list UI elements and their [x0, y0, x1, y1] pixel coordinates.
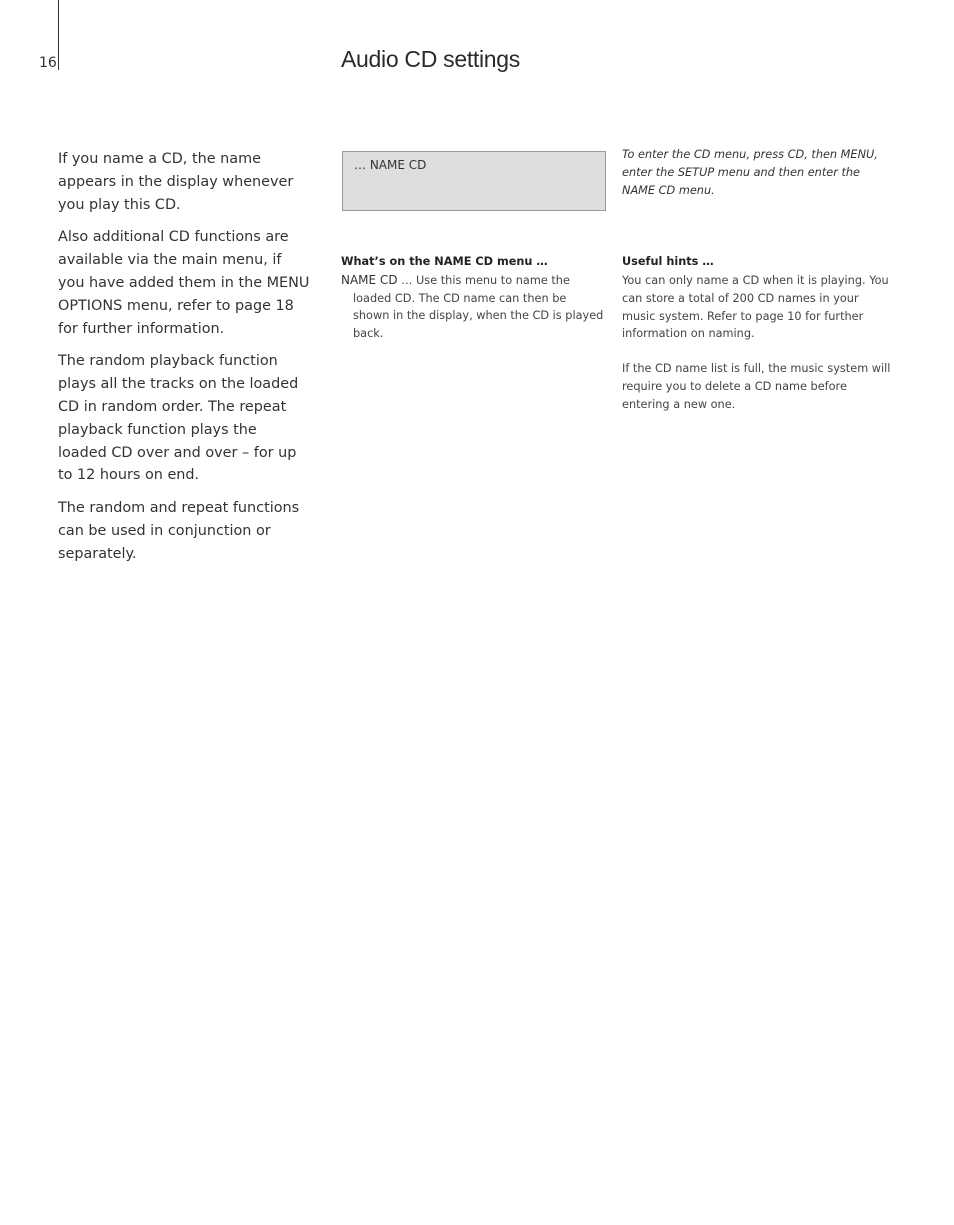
main-paragraph: The random playback function plays all the tracks on the loaded CD in random order. The repeat playback function plays the loaded CD over and over – for up to 12 hours on end.: [58, 353, 299, 484]
hints-heading: Useful hints …: [622, 255, 714, 268]
hint-paragraph: If the CD name list is full, the music system will require you to delete a CD name before entering a new one.: [622, 362, 891, 411]
hint-paragraph: You can only name a CD when it is playing. You can store a total of 200 CD names in your music system. Refer to page 10 for further information on naming.: [622, 274, 889, 341]
side-note: To enter the CD menu, press CD, then MENU, enter the SETUP menu and then enter the NAME CD menu.: [622, 148, 878, 197]
main-paragraph: If you name a CD, the name appears in the display whenever you play this CD.: [58, 151, 294, 213]
menu-entry: [341, 272, 606, 342]
page-number: 16: [39, 55, 57, 71]
menu-entry-text: … Use this menu to name the loaded CD. The CD name can then be shown in the display, when the CD is played back.: [353, 274, 604, 340]
main-paragraph: Also additional CD functions are available via the main menu, if you have added them in the MENU OPTIONS menu, refer to page 18 for further information.: [58, 229, 310, 337]
page-title: Audio CD settings: [341, 46, 520, 72]
menu-section-heading: What’s on the NAME CD menu …: [341, 255, 548, 268]
main-text-column: [58, 148, 310, 576]
menu-entry-term: NAME CD: [341, 273, 398, 287]
display-box-text: … NAME CD: [354, 158, 427, 172]
menu-description-section: [341, 253, 606, 342]
menu-display-box: [342, 151, 606, 211]
margin-rule: [58, 0, 59, 70]
main-paragraph: The random and repeat functions can be used in conjunction or separately.: [58, 500, 300, 562]
useful-hints-section: [622, 253, 892, 431]
